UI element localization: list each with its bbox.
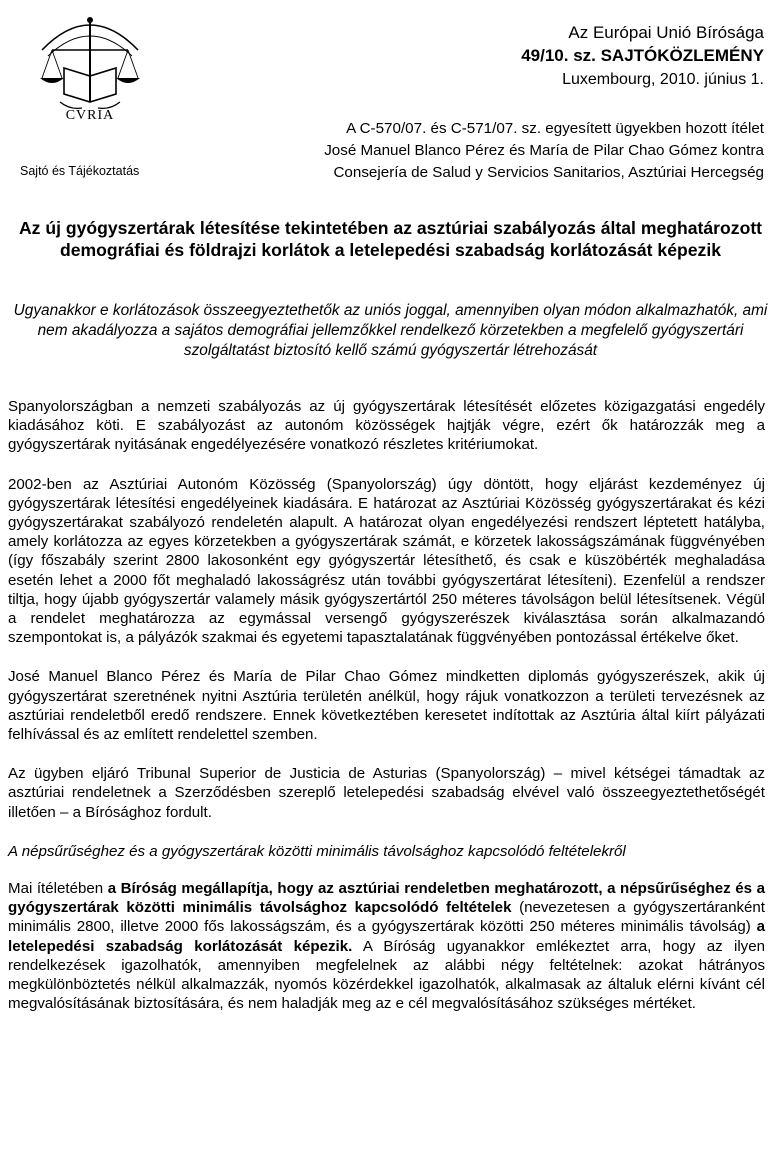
p5-bold-b: a Bíróság megállapítja, hogy az asztúriai rendeletben meghatározott, a népsűrűséghez és a gyógyszertárak közötti minimális távolsághoz kapcsolódó feltételek xyxy=(8,880,765,917)
department-label: Sajtó és Tájékoztatás xyxy=(20,164,140,178)
p5-text-e: A Bíróság ugyanakkor emlékeztet arra, hogy az ilyen rendelkezések igazolhatók, amennyiben megfelelnek az alábbi négy feltételnek: azokat hátrányos megkülönböztetés nélkül alkalmazzák, nyomós közérdekkel igazolhatók, alkalmasak az általuk elérni kívánt cél megvalósításának biztosítására, és nem haladják meg az e cél megvalósításához szükséges mértéket. xyxy=(8,937,766,1013)
paragraph-2: 2002-ben az Asztúriai Autonóm Közösség (Spanyolország) úgy döntött, hogy eljárást kezdeményez új gyógyszertárak létesítési engedélyeinek kiadására. E határozat az Asztúriai Közösség gyógyszertárakat és kézi gyógyszertárakat szabályozó rendeletén alapult. A határozat olyan engedélyezési rendszert léptetett hatályba, amely korlátozza az egyes körzetekben a gyógyszertárak számát, e körzetek lakosságszámának függvényében (így főszabály szerint 2800 lakosonként egy gyógyszertár létesíthető, és csak e küszöbérték meghaladása esetén lehet a 2000 főt meghaladó lakosságrész után további gyógyszertárat létesíteni). Ezenfelül a rendszer tiltja, hogy újabb gyógyszertár valamely másik gyógyszertártól 250 méteres távolságon belül létesítsenek. Végül a rendelet meghatározza az egymással versengő gyógyszerészek kiválasztása során alkalmazandó szempontokat is, a pályázók szakmai és egyetemi tapasztalatának függvényében pontozással értékelve őket. xyxy=(8,475,765,647)
paragraph-3: José Manuel Blanco Pérez és María de Pilar Chao Gómez mindketten diplomás gyógyszerészek, akik új gyógyszertárat szeretnének nyitni Asztúria területén anélkül, hogy rájuk vonatkozzon a területi tervezésnek az asztúriai rendeletből eredő rendszere. Ennek következtében keresetet indítottak az Asztúria által kiírt pályázati felhívással és az említett rendelettel szemben. xyxy=(8,668,765,744)
subtitle: Ugyanakkor e korlátozások összeegyeztethetők az uniós joggal, amennyiben olyan módon alkalmazhatók, ami nem akadályozza a sajátos demográfiai jellemzőkkel rendelkező körzetekben a megfelelő gyógyszertári szolgáltatást biztosító kellő számú gyógyszertár létrehozását xyxy=(13,302,768,359)
case-line-2: José Manuel Blanco Pérez és María de Pilar Chao Gómez kontra xyxy=(324,142,764,159)
headline: Az új gyógyszertárak létesítése tekintetében az asztúriai szabályozás által meghatározott demográfiai és földrajzi korlátok a letelepedési szabadság korlátozását képezik xyxy=(18,218,763,260)
paragraph-5 xyxy=(8,879,765,1013)
p5-bold-d: a letelepedési szabadság korlátozását képezik. xyxy=(8,918,765,955)
case-reference xyxy=(324,118,764,184)
p5-text-c: (nevezetesen a gyógyszertáranként minimális 2800, illetve 2000 fős lakosságszám, és a gyógyszertárak közötti 250 méteres minimális távolság) xyxy=(8,899,765,936)
release-date: Luxembourg, 2010. június 1. xyxy=(562,71,764,88)
court-logo xyxy=(30,10,150,130)
section-heading: A népsűrűséghez és a gyógyszertárak közötti minimális távolsághoz kapcsolódó feltételekről xyxy=(8,842,626,860)
body-text xyxy=(8,397,765,1033)
press-release-number: 49/10. sz. SAJTÓKÖZLEMÉNY xyxy=(521,46,764,65)
logo-text: CVRIA xyxy=(65,108,115,123)
header-info xyxy=(521,22,764,92)
p5-text-a: Mai ítéletében xyxy=(8,880,108,898)
paragraph-4: Az ügyben eljáró Tribunal Superior de Justicia de Asturias (Spanyolország) – mivel kétségei támadtak az asztúriai rendeletnek a Szerződésben szereplő letelepedési szabadság elvével való összeegyeztethetőségét illetően – a Bírósághoz fordult. xyxy=(8,765,765,821)
case-line-3: Consejería de Salud y Servicios Sanitarios, Asztúriai Hercegség xyxy=(333,164,764,181)
case-line-1: A C-570/07. és C-571/07. sz. egyesített ügyekben hozott ítélet xyxy=(346,120,764,137)
court-name: Az Európai Unió Bírósága xyxy=(568,23,764,42)
paragraph-1: Spanyolországban a nemzeti szabályozás az új gyógyszertárak létesítését előzetes közigazgatási engedély kiadásához köti. E szabályozást az autonóm közösségek hajtják végre, ezért ők határozzák meg a gyógyszertárak nyitásának engedélyezésére vonatkozó részletes kritériumokat. xyxy=(8,398,765,454)
